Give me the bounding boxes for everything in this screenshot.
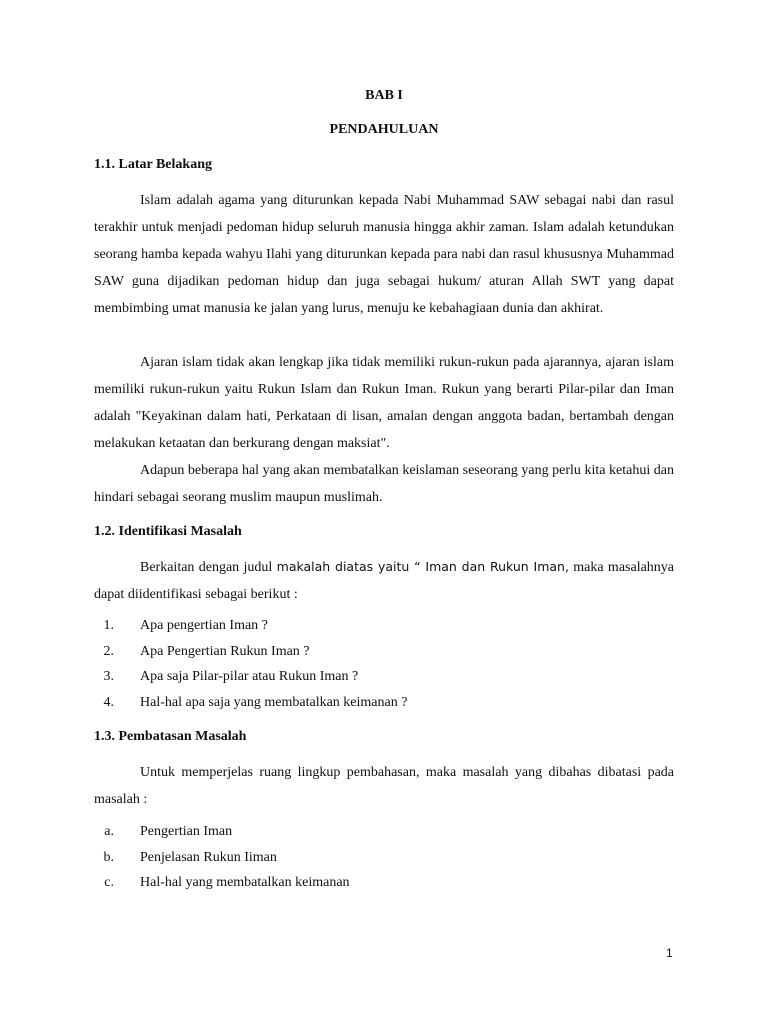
list-item [94,613,407,639]
list-item-text: Hal-hal apa saja yang membatalkan keimanan ? [140,694,408,710]
paragraph-background-3 [94,457,674,511]
intro-text-part1: Berkaitan dengan judul [140,560,273,575]
chapter-number: BAB I [365,88,403,103]
paragraph-text: Adapun beberapa hal yang akan membatalkan keislaman seseorang yang perlu kita ketahui dan hindari sebagai seorang muslim maupun muslimah. [94,463,674,505]
identification-list [94,613,407,715]
list-item [94,690,407,716]
section-heading-identification: 1.2. Identifikasi Masalah [94,524,242,539]
paragraph-identification-intro [94,553,674,608]
list-marker: 3. [103,669,114,684]
list-item [94,819,350,845]
list-marker: a. [104,824,114,839]
intro-text-part3: maka masalahnya dapat diidentifikasi sebagai berikut : [94,560,675,602]
paragraph-background-2 [94,349,674,457]
list-marker: 4. [103,694,114,710]
paragraph-text: Ajaran islam tidak akan lengkap jika tidak memiliki rukun-rukun pada ajarannya, ajaran islam memiliki rukun-rukun yaitu Rukun Islam dan Rukun Iman. Rukun yang berarti Pilar-pilar dan Iman adalah "Keyakinan dalam hati, Perkataan di lisan, amalan dengan anggota badan, bertambah dengan melakukan ketaatan dan berkurang dengan maksiat". [94,355,674,451]
section-heading-background: 1.1. Latar Belakang [94,157,212,172]
section-heading-limitation: 1.3. Pembatasan Masalah [94,729,247,744]
page-number: 1 [666,946,673,960]
list-marker: 1. [103,618,114,633]
list-item-text: Pengertian Iman [140,824,233,839]
paragraph-limitation-intro [94,759,674,813]
list-item [94,664,407,690]
paragraph-background-1 [94,187,674,322]
list-marker: c. [104,875,114,890]
list-item-text: Apa saja Pilar-pilar atau Rukun Iman ? [140,669,359,684]
paragraph-text: Untuk memperjelas ruang lingkup pembahasan, maka masalah yang dibahas dibatasi pada masalah : [94,765,674,807]
list-item-text: Apa pengertian Iman ? [140,618,268,633]
list-item-text: Hal-hal yang membatalkan keimanan [140,875,350,890]
list-item [94,845,350,871]
list-item [94,870,350,896]
paragraph-text: Islam adalah agama yang diturunkan kepada Nabi Muhammad SAW sebagai nabi dan rasul terakhir untuk menjadi pedoman hidup seluruh manusia hingga akhir zaman. Islam adalah ketundukan seorang hamba kepada wahyu Ilahi yang diturunkan kepada para nabi dan rasul khususnya Muhammad SAW guna dijadikan pedoman hidup dan juga sebagai hukum/ aturan Allah SWT yang dapat membimbing umat manusia ke jalan yang lurus, menuju ke kebahagiaan dunia dan akhirat. [94,193,674,316]
chapter-title: PENDAHULUAN [329,122,439,137]
list-marker: 2. [103,643,114,659]
intro-text-part2: makalah diatas yaitu “ Iman dan Rukun Iman, [276,559,569,574]
limitation-list [94,819,350,896]
list-item-text: Penjelasan Rukun Iiman [140,849,277,865]
list-item [94,639,407,665]
list-marker: b. [103,849,114,865]
list-item-text: Apa Pengertian Rukun Iman ? [140,643,310,659]
